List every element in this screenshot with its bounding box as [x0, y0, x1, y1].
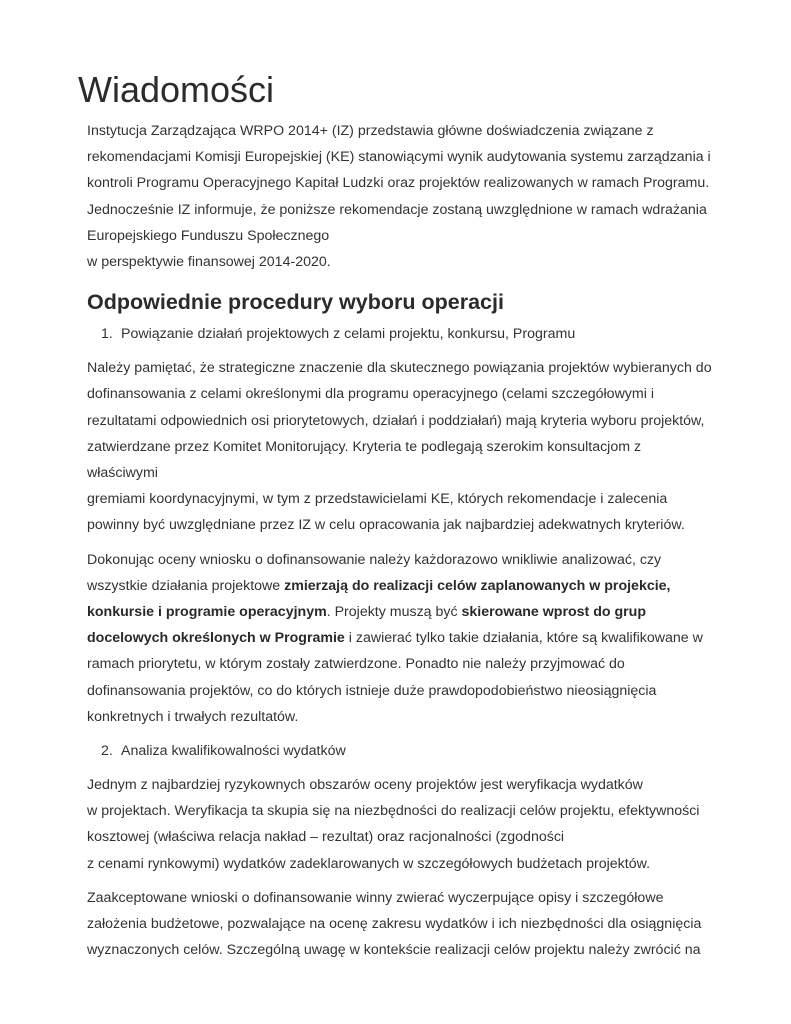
paragraph-line: ramach priorytetu, w którym zostały zatwierdzone. Ponadto nie należy przyjmować do [87, 656, 625, 673]
paragraph-line: Dokonując oceny wniosku o dofinansowanie należy każdorazowo wnikliwie analizować, czy [87, 551, 662, 568]
list-item-1 [101, 321, 712, 347]
plain-text: wszystkie działania projektowe [87, 577, 285, 594]
bold-text: konkursie i programie operacyjnym [87, 604, 327, 621]
paragraph-line: powinny być uwzględniane przez IZ w celu opracowania jak najbardziej adekwatnych kryteriów. [87, 517, 685, 534]
bold-text: skierowane wprost do grup [461, 604, 646, 621]
intro-line: Instytucja Zarządzająca WRPO 2014+ (IZ) przedstawia główne doświadczenia związane z [87, 123, 654, 139]
paragraph-line: gremiami koordynacyjnymi, w tym z przedstawicielami KE, których rekomendacje i zalecenia [87, 491, 668, 508]
paragraph-line: konkretnych i trwałych rezultatów. [87, 708, 299, 725]
paragraph-line: Należy pamiętać, że strategiczne znaczenie dla skutecznego powiązania projektów wybieranych do [87, 360, 712, 377]
section-heading: Odpowiednie procedury wyboru operacji [87, 290, 504, 315]
bold-text: zmierzają do realizacji celów zaplanowanych w projekcie, [284, 577, 671, 594]
paragraph-line: rezultatami odpowiednich osi priorytetowych, działań i poddziałań) mają kryteria wyboru projektów, [87, 412, 705, 429]
list-item-number: 1. [101, 326, 113, 343]
intro-line: kontroli Programu Operacyjnego Kapitał Ludzki oraz projektów realizowanych w ramach Programu. [87, 175, 710, 192]
paragraph-line: z cenami rynkowymi) wydatków zadeklarowanych w szczegółowych budżetach projektów. [87, 855, 651, 872]
bold-text: docelowych określonych w Programie [87, 630, 345, 647]
intro-paragraph [87, 118, 712, 275]
paragraph-expenses [87, 772, 712, 877]
article-body [87, 118, 712, 971]
paragraph-line [87, 573, 712, 599]
paragraph-line: kosztowej (właściwa relacja nakład – rezultat) oraz racjonalności (zgodności [87, 829, 565, 846]
plain-text: i zawierać tylko takie działania, które są kwalifikowane w [344, 630, 703, 647]
paragraph-line: dofinansowania projektów, co do których istnieje duże prawdopodobieństwo nieosiągnięcia [87, 682, 657, 699]
list-item-title: Powiązanie działań projektowych z celami projektu, konkursu, Programu [121, 326, 576, 343]
paragraph-line: Zaakceptowane wnioski o dofinansowanie winny zwierać wyczerpujące opisy i szczegółowe [87, 889, 664, 906]
list-item-title: Analiza kwalifikowalności wydatków [121, 743, 346, 760]
paragraph-line: założenia budżetowe, pozwalające na ocenę zakresu wydatków i ich niezbędności dla osiągnięcia [87, 916, 702, 933]
paragraph-line: dofinansowania z celami określonymi dla programu operacyjnego (celami szczegółowymi i [87, 386, 654, 403]
intro-line: rekomendacjami Komisji Europejskiej (KE) stanowiącymi wynik audytowania systemu zarządzania i [87, 149, 711, 166]
paragraph-line [87, 625, 712, 651]
page-title: Wiadomości [78, 69, 275, 110]
paragraph-budget [87, 885, 712, 964]
paragraph-line: Jednym z najbardziej ryzykownych obszarów oceny projektów jest weryfikacja wydatków [87, 777, 643, 794]
list-item-2 [101, 738, 712, 764]
list-item-number: 2. [101, 743, 113, 760]
paragraph-assessment [87, 547, 712, 730]
paragraph-line: zatwierdzane przez Komitet Monitorujący. Kryteria te podlegają szerokim konsultacjom z właściwymi [87, 438, 642, 482]
paragraph-line: wyznaczonych celów. Szczególną uwagę w kontekście realizacji celów projektu należy zwrócić na [87, 942, 701, 959]
paragraph-line [87, 599, 712, 625]
intro-line: Jednocześnie IZ informuje, że poniższe rekomendacje zostaną uwzględnione w ramach wdrażania [87, 201, 707, 218]
paragraph-criteria [87, 355, 712, 538]
plain-text: . Projekty muszą być [326, 604, 462, 621]
paragraph-line: w projektach. Weryfikacja ta skupia się na niezbędności do realizacji celów projektu, efektywności [87, 803, 700, 820]
intro-line: w perspektywie finansowej 2014-2020. [87, 254, 331, 271]
intro-line: Europejskiego Funduszu Społecznego [87, 227, 330, 244]
